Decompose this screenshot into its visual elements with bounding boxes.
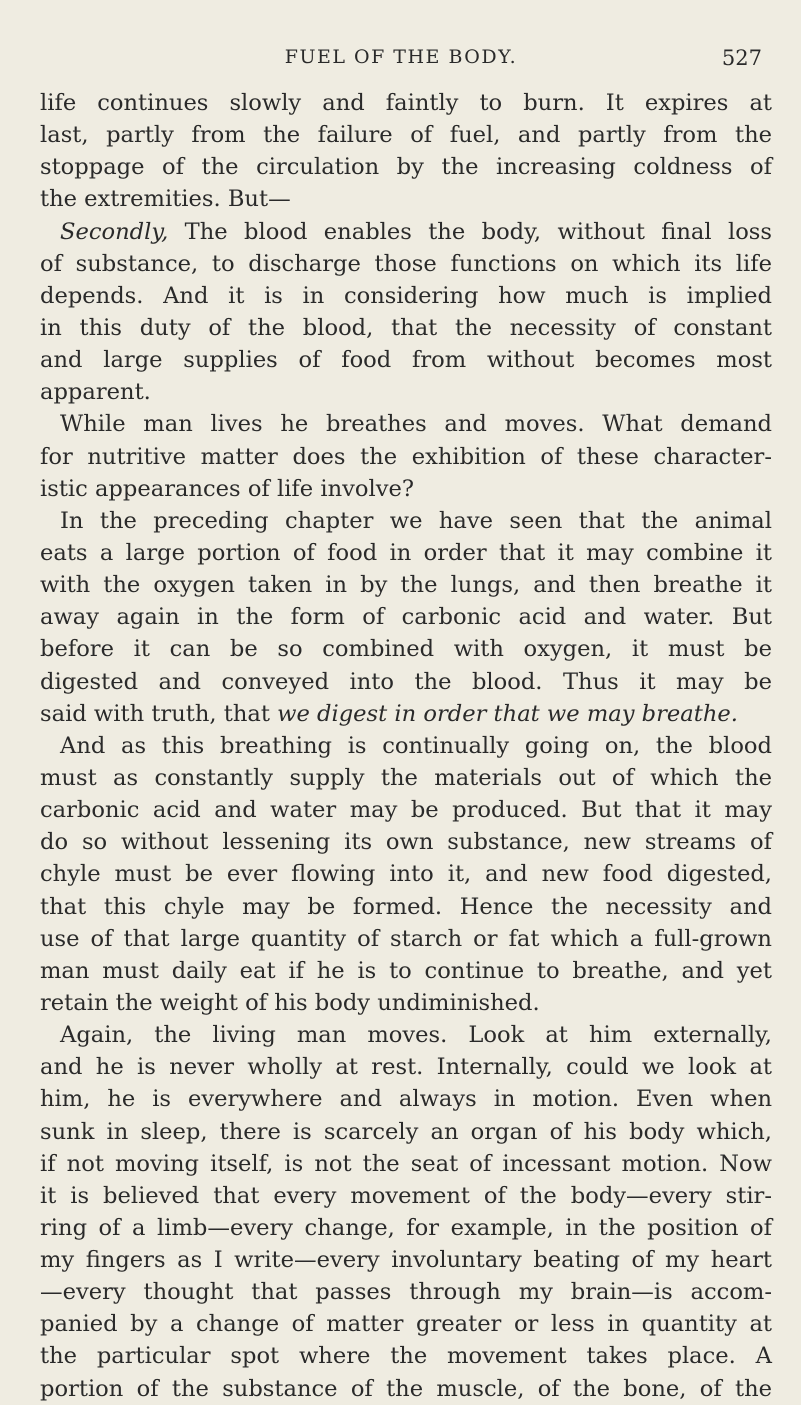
- text-line: [40, 87, 772, 119]
- text-line: [40, 376, 772, 408]
- text-line: [40, 280, 772, 312]
- page-number: 527: [721, 46, 762, 70]
- text-line: [40, 1212, 772, 1244]
- line-text: the particular spot where the movement takes place. A: [40, 1343, 772, 1370]
- text-line: [40, 794, 772, 826]
- text-line: [40, 858, 772, 890]
- text-line: [40, 183, 772, 215]
- line-text: life continues slowly and faintly to burn. It expires at: [40, 90, 772, 116]
- text-line: [40, 537, 772, 569]
- line-text: him, he is everywhere and always in motion. Even when: [40, 1086, 772, 1113]
- line-text: for nutritive matter does the exhibition of these character-: [40, 443, 772, 470]
- line-text: use of that large quantity of starch or fat which a full-grown: [40, 925, 772, 952]
- body-text: [40, 87, 772, 1405]
- line-text: portion of the substance of the muscle, of the bone, of the: [40, 1375, 772, 1402]
- text-line: [40, 1051, 772, 1083]
- line-text: stoppage of the circulation by the increasing coldness of: [40, 154, 772, 181]
- text-line: [40, 633, 772, 665]
- text-line: [40, 1180, 772, 1212]
- line-text: do so without lessening its own substance, new streams of: [40, 829, 772, 856]
- line-text: it is believed that every movement of the body—every stir-: [40, 1182, 772, 1209]
- text-line: [40, 408, 772, 440]
- text-line: [40, 923, 772, 955]
- text-line: [40, 601, 772, 633]
- line-text: of substance, to discharge those functions on which its life: [40, 250, 772, 277]
- text-line: [40, 666, 772, 698]
- text-line: [40, 1244, 772, 1276]
- text-line: [40, 1116, 772, 1148]
- text-line: [40, 505, 772, 537]
- text-line: [40, 1308, 772, 1340]
- text-line: [40, 1019, 772, 1051]
- text-line: [40, 119, 772, 151]
- text-line: [40, 1340, 772, 1372]
- line-text: depends. And it is in considering how much is implied: [40, 282, 772, 309]
- line-text: the extremities. But—: [40, 186, 291, 213]
- text-line: [40, 441, 772, 473]
- text-line: [40, 473, 772, 505]
- text-line: [40, 1148, 772, 1180]
- line-text: last, partly from the failure of fuel, and partly from the: [40, 122, 772, 149]
- line-text: and large supplies of food from without becomes most: [40, 347, 772, 374]
- line-text: Again, the living man moves. Look at him externally,: [60, 1022, 772, 1049]
- text-line: [40, 248, 772, 280]
- text-line: [40, 312, 772, 344]
- line-text: And as this breathing is continually going on, the blood: [60, 732, 772, 759]
- line-text: —every thought that passes through my brain—is accom-: [40, 1279, 772, 1306]
- line-text: if not moving itself, is not the seat of incessant motion. Now: [40, 1150, 772, 1177]
- line-text: must as constantly supply the materials out of which the: [40, 764, 772, 791]
- line-text: before it can be so combined with oxygen, it must be: [40, 636, 772, 663]
- text-line: [40, 1276, 772, 1308]
- line-text: away again in the form of carbonic acid and water. But: [40, 604, 772, 631]
- text-line: [40, 987, 772, 1019]
- text-line: [40, 1083, 772, 1115]
- line-text: with the oxygen taken in by the lungs, and then breathe it: [40, 572, 772, 599]
- line-text: chyle must be ever flowing into it, and new food digested,: [40, 861, 772, 888]
- line-text: In the preceding chapter we have seen that the animal: [60, 507, 772, 534]
- line-text: panied by a change of matter greater or less in quantity at: [40, 1311, 772, 1338]
- text-line: [40, 955, 772, 987]
- line-text: The blood enables the body, without final loss: [168, 218, 772, 245]
- book-page: [40, 0, 772, 1402]
- line-text: said with truth, that: [40, 700, 278, 727]
- line-text: that this chyle may be formed. Hence the necessity and: [40, 893, 772, 920]
- text-line: [40, 216, 772, 248]
- line-text: in this duty of the blood, that the necessity of constant: [40, 314, 772, 341]
- line-text: While man lives he breathes and moves. What demand: [60, 411, 772, 438]
- text-line: [40, 569, 772, 601]
- text-line: [40, 730, 772, 762]
- line-text: digested and conveyed into the blood. Thus it may be: [40, 668, 772, 695]
- line-text: carbonic acid and water may be produced. But that it may: [40, 797, 772, 824]
- text-line: [40, 698, 772, 730]
- running-title: FUEL OF THE BODY.: [284, 46, 518, 68]
- text-line: [40, 891, 772, 923]
- line-text: man must daily eat if he is to continue to breathe, and yet: [40, 957, 772, 984]
- italic-text: we digest in order that we may breathe.: [277, 700, 738, 727]
- line-text: sunk in sleep, there is scarcely an organ of his body which,: [40, 1118, 772, 1145]
- text-line: [40, 151, 772, 183]
- text-line: [40, 762, 772, 794]
- line-text: my fingers as I write—every involuntary beating of my heart: [40, 1247, 772, 1274]
- text-line: [40, 344, 772, 376]
- text-line: [40, 826, 772, 858]
- running-head: [40, 46, 762, 76]
- line-text: apparent.: [40, 379, 151, 406]
- line-text: ring of a limb—every change, for example, in the position of: [40, 1214, 772, 1241]
- line-text: and he is never wholly at rest. Internally, could we look at: [40, 1054, 772, 1081]
- line-text: istic appearances of life involve?: [40, 475, 414, 502]
- line-text: eats a large portion of food in order that it may combine it: [40, 539, 772, 566]
- line-text: retain the weight of his body undiminished.: [40, 989, 540, 1016]
- italic-text: Secondly,: [60, 218, 169, 245]
- text-line: [40, 1373, 772, 1405]
